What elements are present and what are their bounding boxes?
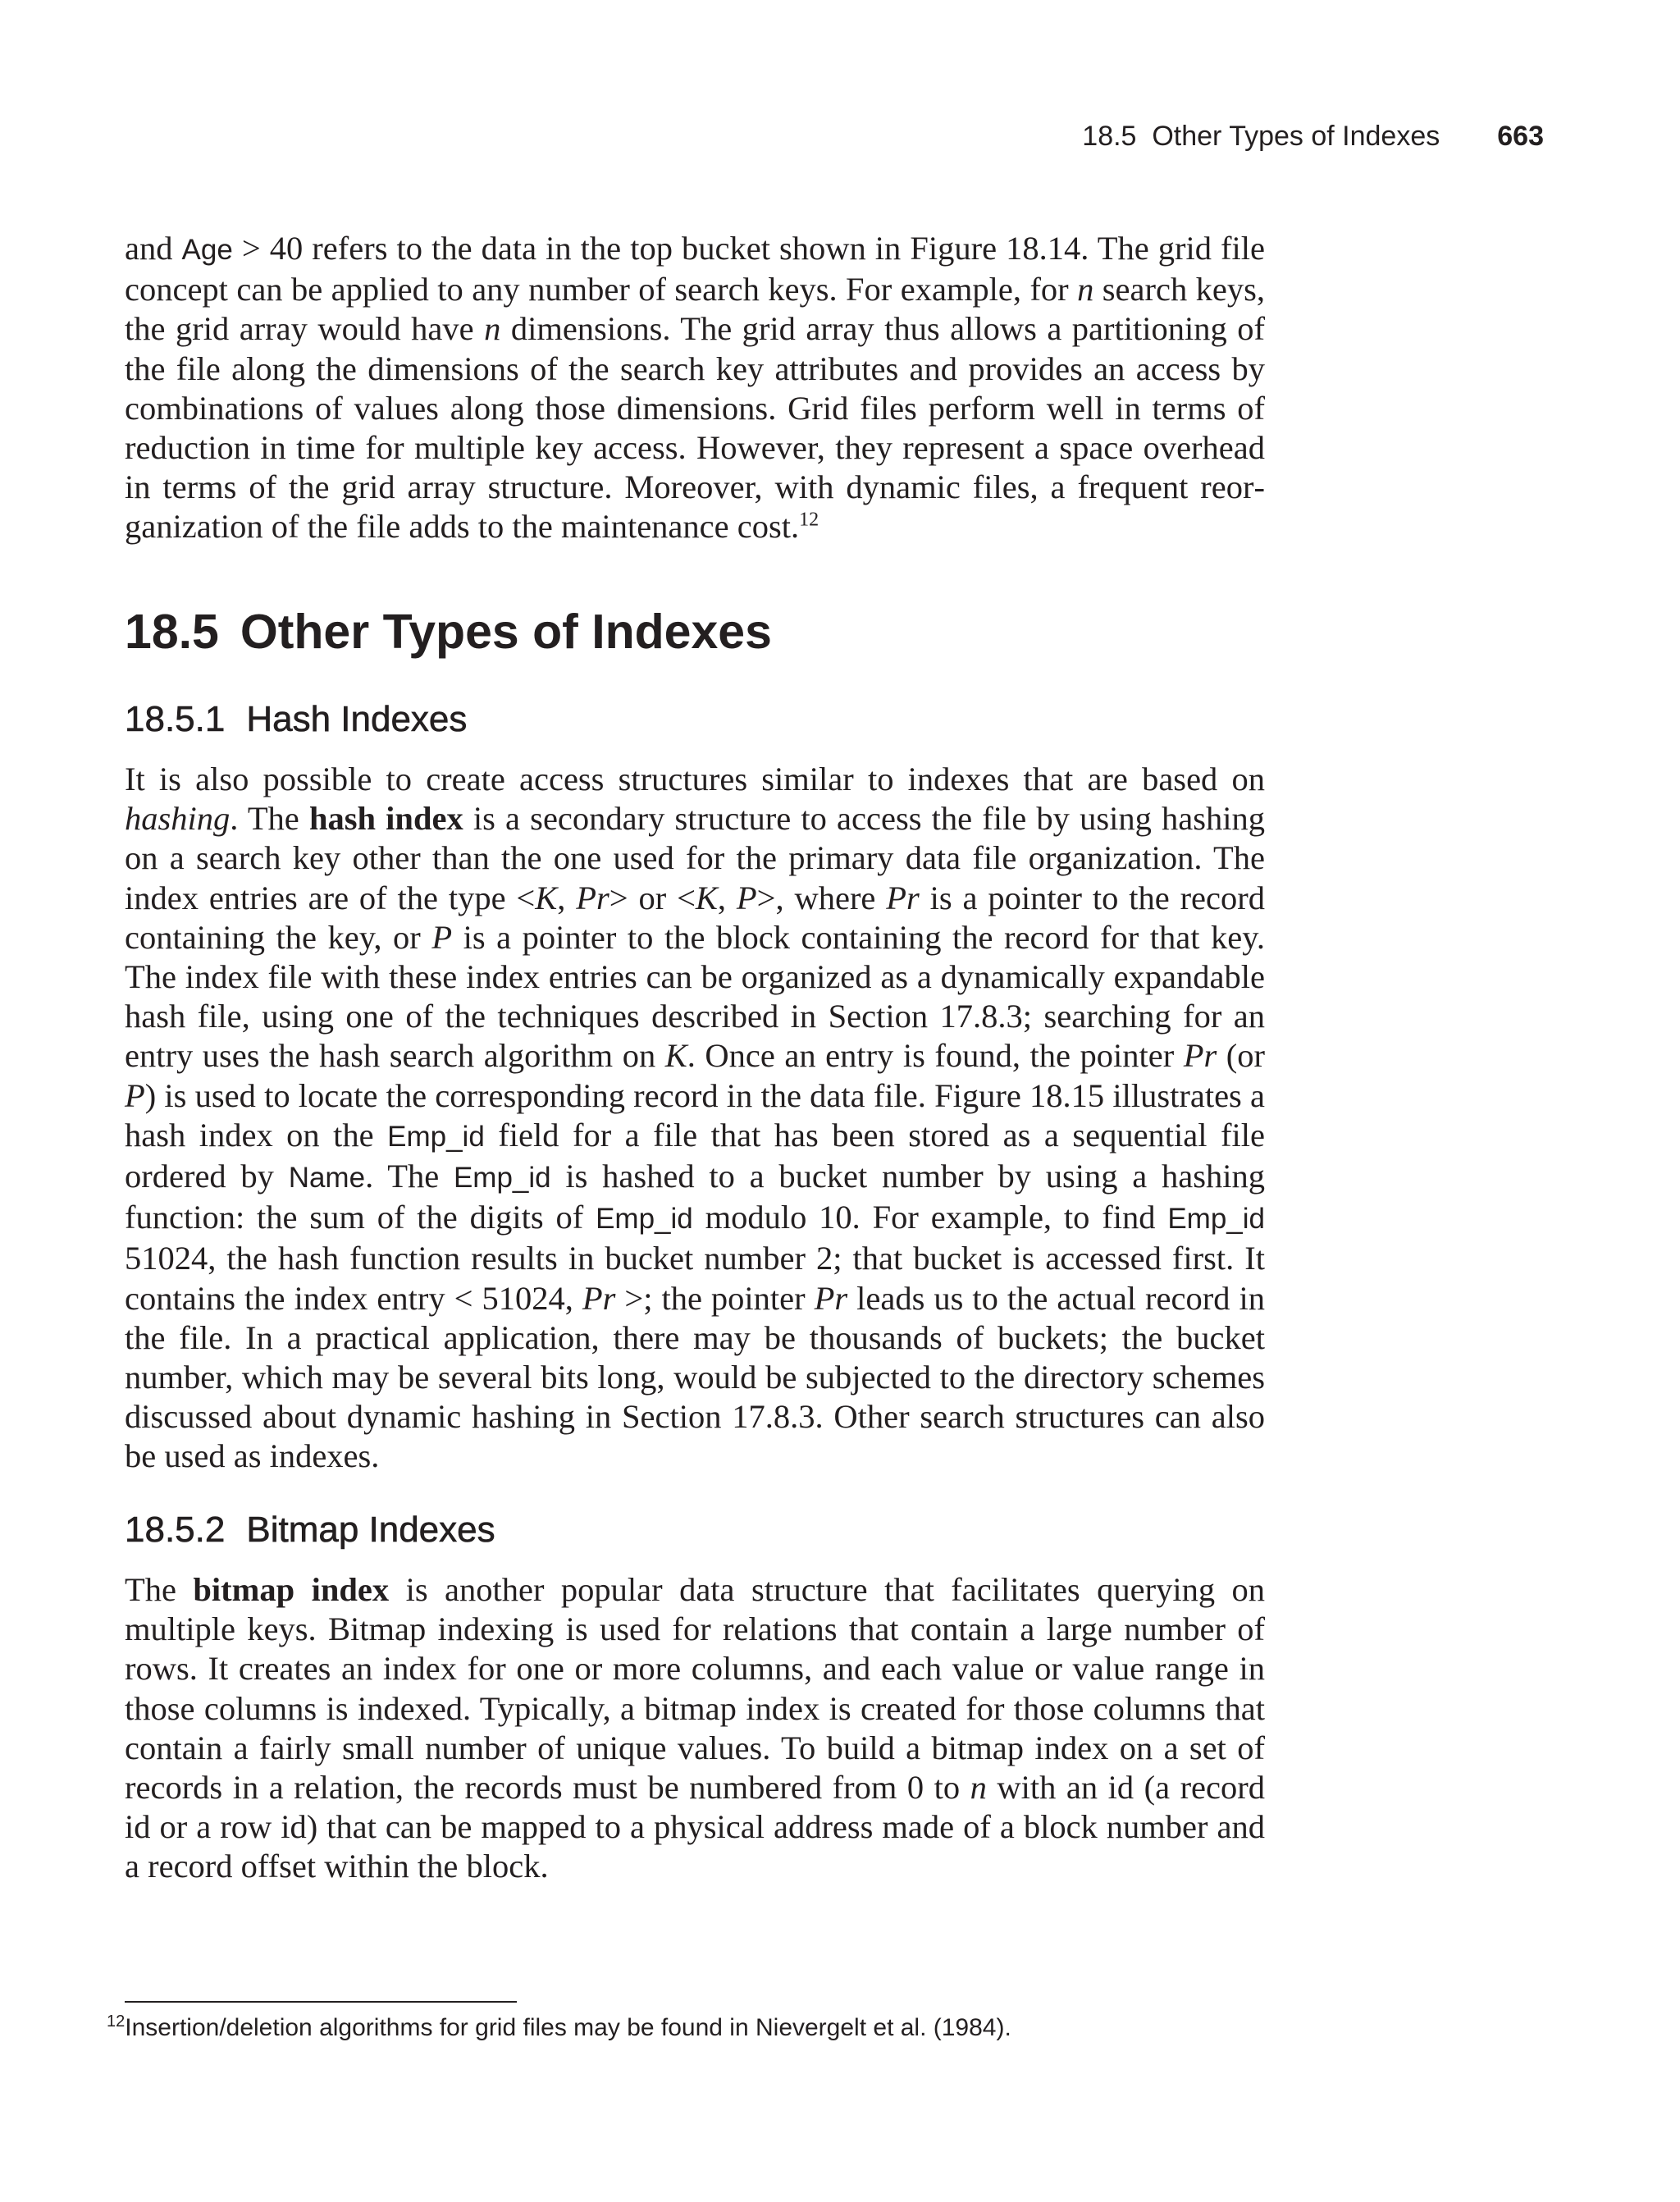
- text-run: (or: [1217, 1037, 1265, 1075]
- code-term-age: Age: [181, 234, 233, 266]
- text-run: is a secondary structure to access the file by using hashing on a search key other than the one used for the primary data file organization. The index entries are of the type <: [125, 800, 1265, 916]
- text-run: is a pointer to the record containing the key, or: [125, 879, 1265, 956]
- subsection-title: Bitmap Indexes: [246, 1510, 495, 1550]
- running-head: [0, 120, 1544, 153]
- footnote: [107, 2012, 1011, 2044]
- math-var: K: [664, 1037, 687, 1075]
- text-run: is a pointer to the block containing the record for that key. The index file with these index entries can be organized as a dynamically expandable hash file, using one of the techniques described in Section 17.8.3; searching for an entry uses the hash search algorithm on: [125, 918, 1265, 1075]
- math-var: P: [431, 918, 453, 956]
- math-var: n: [970, 1769, 987, 1807]
- intro-paragraph: [125, 229, 1265, 547]
- bitmap-paragraph: [125, 1570, 1265, 1887]
- key-term: bitmap index: [193, 1571, 390, 1608]
- section-title: Other Types of Indexes: [240, 605, 772, 659]
- code-term: Emp_id: [453, 1162, 551, 1195]
- text-run: is hashed to a bucket number by using a hashing function: the sum of the digits of: [125, 1158, 1265, 1236]
- math-var: Pr: [814, 1279, 848, 1317]
- code-term: Name: [288, 1162, 366, 1195]
- text-run: and: [125, 230, 182, 267]
- text-run: field for a file that has been stored as a sequential file ordered by: [125, 1116, 1265, 1195]
- math-n: n: [1077, 271, 1094, 308]
- text-run: It is also possible to create access structures similar to indexes that are based on: [125, 761, 1265, 797]
- text-run: >, where: [756, 879, 887, 916]
- subsection-title: Hash Indexes: [246, 699, 468, 739]
- intro-paragraph-block: [125, 229, 1265, 547]
- math-var: Pr: [886, 879, 920, 916]
- math-var: P: [736, 879, 757, 916]
- math-var: Pr: [582, 1279, 616, 1317]
- math-var: Pr: [576, 879, 609, 916]
- footnote-text: Insertion/deletion algorithms for grid files may be found in Nievergelt et al. (1984).: [125, 2014, 1011, 2041]
- math-var: K: [695, 879, 718, 916]
- subsection-number: 18.5.2: [125, 1510, 226, 1550]
- text-run: ,: [717, 879, 737, 916]
- hash-paragraph-block: [125, 760, 1265, 1477]
- section-heading: [125, 603, 772, 660]
- text-run: modulo 10. For example, to find: [692, 1199, 1168, 1236]
- text-run: > 40 refers to the data in the top bucket shown in Figure 18.14. The grid file concept can be applied to any number of search keys. For example, for: [125, 230, 1265, 308]
- text-run: 51024, the hash function results in bucket number 2; that bucket is accessed first. It contains the index entry < 51024,: [125, 1240, 1265, 1317]
- math-var: P: [125, 1076, 145, 1114]
- math-var: Pr: [1183, 1037, 1217, 1075]
- text-run: > or <: [609, 879, 696, 916]
- page-number: 663: [1497, 121, 1544, 152]
- hash-paragraph: [125, 760, 1265, 1477]
- text-run: ) is used to locate the corresponding record in the data file. Figure 18.15 illustrates a hash index on the: [125, 1076, 1265, 1154]
- text-run: with an id (a record id or a row id) that can be mapped to a physical address made of a block number and a record offset within the block.: [125, 1769, 1265, 1885]
- text-run: . The: [230, 800, 309, 838]
- text-run: dimensions. The grid array thus allows a partitioning of the file along the dimensions of the search key attributes and provides an access by combinations of values along those dimensions. Grid files perform well in terms of reduction in time for multiple key access. However, they represent a space overhead in terms of the grid array structure. Moreover, with dynamic files, a frequent reorganization of the file adds to the maintenance cost.: [125, 310, 1265, 546]
- footnote-reference[interactable]: 12: [799, 509, 819, 531]
- text-run: . Once an entry is found, the pointer: [687, 1037, 1184, 1075]
- section-number: 18.5: [125, 605, 219, 659]
- math-n: n: [484, 310, 501, 348]
- footnote-mark: 12: [107, 2012, 126, 2031]
- text-run: ,: [557, 879, 577, 916]
- text-run: >; the pointer: [615, 1279, 815, 1317]
- bitmap-paragraph-block: [125, 1570, 1265, 1887]
- running-head-title: 18.5 Other Types of Indexes: [1082, 121, 1440, 152]
- code-term: Emp_id: [596, 1203, 693, 1236]
- subsection-heading-hash: [125, 698, 467, 741]
- code-term: Emp_id: [387, 1120, 485, 1153]
- key-term: hash index: [308, 800, 463, 838]
- text-run: search keys, the grid array would have: [125, 271, 1265, 348]
- subsection-number: 18.5.1: [125, 699, 226, 739]
- emphasis: hashing: [125, 800, 231, 838]
- math-var: K: [535, 879, 558, 916]
- subsection-heading-bitmap: [125, 1509, 495, 1551]
- text-run: is another popular data structure that facilitates querying on multiple keys. Bitmap indexing is used for relations that contain a large number of rows. It creates an index for one or more columns, and each value or value range in those columns is indexed. Typically, a bitmap index is created for those columns that contain a fairly small number of unique values. To build a bitmap index on a set of records in a relation, the records must be numbered from 0 to: [125, 1571, 1266, 1807]
- footnote-divider: [125, 2001, 517, 2003]
- text-run: . The: [365, 1158, 454, 1195]
- text-run: leads us to the actual record in the file. In a practical application, there may be thousands of buckets; the bucket number, which may be several bits long, would be subjected to the directory schemes discussed about dynamic hashing in Section 17.8.3. Other search structures can also be used as indexes.: [125, 1279, 1265, 1475]
- text-run: The: [125, 1571, 194, 1608]
- code-term: Emp_id: [1167, 1203, 1265, 1236]
